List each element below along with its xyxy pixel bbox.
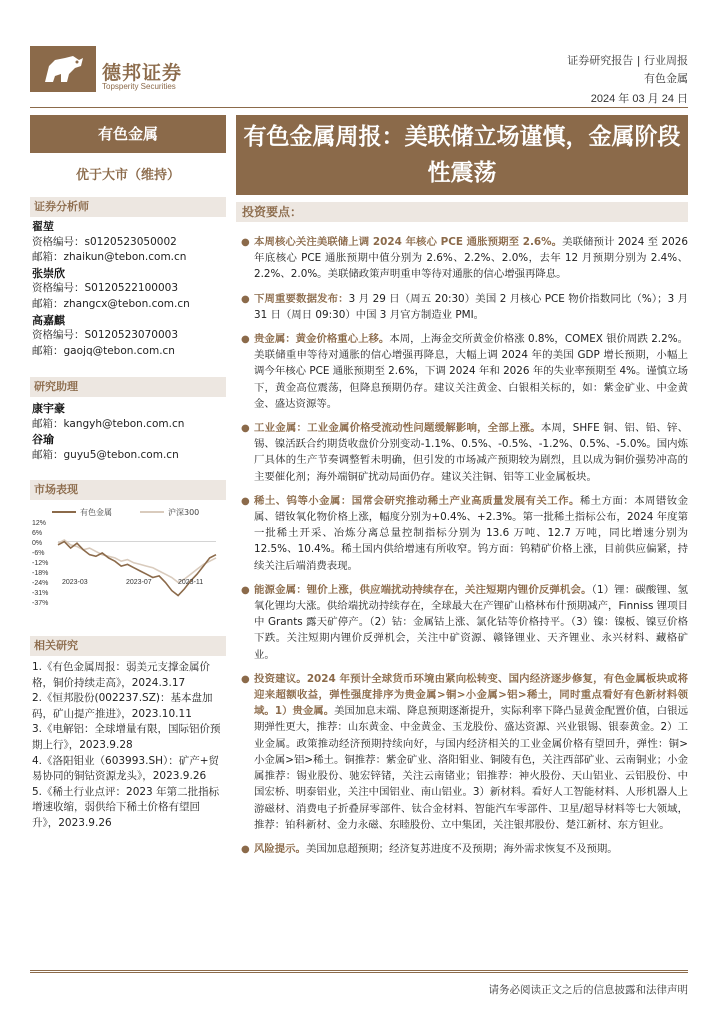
bullet-item bbox=[240, 493, 688, 574]
header-divider bbox=[30, 107, 688, 108]
investment-points bbox=[240, 234, 688, 865]
bullet-lead: 工业金属：工业金属价格受流动性问题缓解影响，全部上涨。 bbox=[254, 422, 541, 435]
y-tick-label: 6% bbox=[32, 530, 43, 537]
bullet-lead: 稀土、钨等小金属：国常会研究推动稀土产业高质量发展有关工作。 bbox=[254, 494, 580, 507]
bullet-body: 美国加息超预期；经济复苏进度不及预期；海外需求恢复不及预期。 bbox=[305, 842, 618, 855]
bull-logo-icon bbox=[39, 52, 87, 86]
related-research-list bbox=[32, 660, 226, 832]
assistants-heading: 研究助理 bbox=[30, 377, 226, 397]
bullet-dot-icon: ● bbox=[241, 584, 250, 596]
report-date: 2024 年 03 月 24 日 bbox=[590, 93, 688, 105]
bullet-lead: 本周核心关注美联储上调 2024 年核心 PCE 通胀预期至 2.6%。 bbox=[254, 236, 563, 248]
bullet-lead: 下周重要数据发布： bbox=[254, 292, 349, 305]
bullet-dot-icon: ● bbox=[241, 293, 250, 305]
bullet-item bbox=[240, 331, 688, 412]
related-heading: 相关研究 bbox=[30, 636, 226, 656]
bullet-dot-icon: ● bbox=[241, 334, 250, 346]
market-chart-svg bbox=[30, 504, 226, 624]
analyst-name: 高嘉麒 bbox=[32, 313, 65, 327]
bullet-body: 本周，上海金交所黄金价格涨 0.8%，COMEX 银价周跌 2.2%。美联储重申等待对通胀的信心增强再降息，大幅上调 2024 年的美国 GDP 增长预期，小幅上调今年核心 PCE 通胀预期至 2.6%，下调 2024 年和 2026 年的失业率预期至 4%。谨慎立场下，黄金高位震荡，但降息预期仍存。建议关注黄金、白银相关标的，如：紫金矿业、中金黄金、盛达资源等。 bbox=[254, 333, 688, 410]
analyst-email[interactable]: 邮箱：gaojq@tebon.com.cn bbox=[32, 344, 175, 357]
related-item[interactable]: 5.《稀土行业点评：2023 年第二批指标增速收缩，弱供给下稀土价格有望回升》，2023.9.26 bbox=[32, 785, 220, 829]
bullet-body: 3 月 29 日（周五 20:30）美国 2 月核心 PCE 物价指数同比（%）；3 月 31 日（周日 09:30）中国 3 月官方制造业 PMI。 bbox=[254, 292, 688, 321]
bullet-body: 稀土方面：本周镨钕金属、镨钕氧化物价格上涨，幅度分别为+0.4%、+2.3%。第一批稀土指标公布，2024 年度第一批稀土开采、冶炼分离总量控制指标分别为 13.6 万吨、12.7 万吨，同比增速分别为 12.5%、10.4%。稀土国内供给增速有所收窄。钨方面：钨精矿价格上涨，目前供应偏紧，持续关注后端消费表现。 bbox=[254, 494, 689, 572]
analyst-name: 翟堃 bbox=[32, 220, 54, 233]
bullet-dot-icon: ● bbox=[241, 673, 250, 685]
market-performance-chart bbox=[30, 504, 226, 624]
report-title: 有色金属周报：美联储立场谨慎，金属阶段性震荡 bbox=[236, 115, 688, 195]
investment-points-heading: 投资要点： bbox=[236, 202, 688, 222]
assistant-email[interactable]: 邮箱：kangyh@tebon.com.cn bbox=[32, 417, 185, 430]
analyst-cert: 资格编号：S0120522100003 bbox=[32, 282, 179, 295]
analysts-list bbox=[32, 219, 228, 359]
assistant-name: 谷瑜 bbox=[32, 433, 54, 447]
assistants-list bbox=[32, 401, 228, 463]
assistant-name: 康宇豪 bbox=[32, 402, 65, 415]
x-tick-label: 2023-11 bbox=[178, 578, 204, 586]
report-type: 证券研究报告 | 行业周报 bbox=[567, 54, 688, 67]
bullet-body: （1）锂：碳酸锂、氢氧化锂均大涨。供给端扰动持续存在，全球最大在产锂矿山格林布什预期减产，Finniss 锂项目中 Grants 露天矿停产。（2）钴：金属钴上涨、氯化钴等价格持平。（3）镍：镍板、镍豆价格下跌。关注短期内锂价反弹机会，关注中矿资源、赣锋锂业、天齐锂业、永兴材料、藏格矿业。 bbox=[254, 583, 688, 661]
y-tick-label: 0% bbox=[32, 540, 43, 547]
market-heading: 市场表现 bbox=[30, 480, 226, 500]
related-item[interactable]: 3.《电解铝：全球增量有限，国际铝价预期上行》，2023.9.28 bbox=[32, 723, 221, 751]
related-item[interactable]: 2.《恒邦股份(002237.SZ)：基本盘加码，矿山提产推进》，2023.10.11 bbox=[32, 692, 213, 720]
analyst-cert: 资格编号：s0120523050002 bbox=[32, 235, 177, 248]
analyst-email[interactable]: 邮箱：zhangcx@tebon.com.cn bbox=[32, 297, 190, 310]
bullet-lead: 投资建议。2024 年预计全球货币环境由紧向松转变、国内经济逐步修复，有色金属板块或将迎来超额收益，弹性强度排序为贵金属>铜>小金属>铝>稀土，同时重点看好有色新材料领域。1）贵金属。 bbox=[254, 672, 688, 718]
bullet-lead: 贵金属：黄金价格重心上移。 bbox=[254, 333, 390, 346]
sector-label: 有色金属 bbox=[30, 115, 226, 153]
legend-label: 有色金属 bbox=[80, 508, 112, 517]
x-tick-label: 2023-03 bbox=[62, 578, 88, 586]
bullet-item bbox=[240, 420, 688, 485]
assistant-email[interactable]: 邮箱：guyu5@tebon.com.cn bbox=[32, 448, 179, 461]
y-tick-label: -6% bbox=[32, 550, 45, 557]
report-sector: 有色金属 bbox=[644, 72, 688, 85]
bullet-item bbox=[240, 841, 688, 857]
bullet-item bbox=[240, 671, 688, 833]
bullet-dot-icon: ● bbox=[241, 495, 250, 507]
bullet-lead: 能源金属：锂价上涨，供应端扰动持续存在，关注短期内锂价反弹机会。 bbox=[254, 583, 592, 596]
y-tick-label: -37% bbox=[32, 600, 49, 607]
y-tick-label: -31% bbox=[32, 590, 49, 597]
company-name-cn: 德邦证券 bbox=[102, 62, 183, 84]
footer-divider bbox=[30, 972, 688, 973]
company-logo bbox=[30, 46, 96, 92]
analyst-email[interactable]: 邮箱：zhaikun@tebon.com.cn bbox=[32, 251, 187, 264]
bullet-body: 本周，SHFE 铜、铝、铅、锌、锡、镍活跃合约期货收盘价分别变动-1.1%、0.5%、-0.5%、-1.2%、0.5%、-5.0%。国内炼厂具体的生产节奏调整暂未明确，但引发的市场减产预期较为剧烈，且以成为铜价强势冲高的主要催化剂；海外端铜矿扰动局面仍存。建议关注铜、铝等工业金属板块。 bbox=[254, 422, 688, 483]
x-tick-label: 2023-07 bbox=[126, 578, 152, 586]
bullet-item bbox=[240, 291, 688, 323]
series-line bbox=[58, 540, 216, 582]
y-tick-label: -18% bbox=[32, 570, 49, 577]
bullet-item bbox=[240, 234, 688, 283]
bullet-body: 美联储预计 2024 至 2026 年底核心 PCE 通胀预期中值分别为 2.6%、2.2%、2.0%，去年 12 月预期分别为 2.4%、2.2%、2.0%。美联储政策声明重申等待对通胀的信心增强再降息。 bbox=[254, 236, 688, 281]
bullet-body: 美国加息末端、降息预期逐渐提升，实际利率下降凸显黄金配置价值，白银远期弹性更大，推荐：山东黄金、中金黄金、玉龙股份、盛达资源、兴业银锡、银泰黄金。2）工业金属。政策推动经济预期持续向好，与国内经济相关的工业金属价格有望回升，弹性：铜>小金属>铝>稀土。铜推荐：紫金矿业、洛阳钼业、铜陵有色，关注西部矿业、云南铜业；小金属推荐：锡业股份、驰宏锌锗，关注云南锗业；铝推荐：神火股份、天山铝业、云铝股份、中国宏桥、明泰铝业，关注中国铝业、南山铝业。3）新材料。看好人工智能材料、人形机器人上游磁材、消费电子折叠屏零部件、钛合金材料、智能汽车零部件、卫星/超导材料等七大领域，推荐：铂科新材、金力永磁、东睦股份、立中集团，关注银邦股份、楚江新材、东方钽业。 bbox=[254, 705, 689, 831]
related-item[interactable]: 1.《有色金属周报：弱美元支撑金属价格，铜价持续走高》，2024.3.17 bbox=[32, 661, 211, 689]
bullet-dot-icon: ● bbox=[241, 237, 250, 248]
bullet-lead: 风险提示。 bbox=[254, 842, 306, 855]
y-tick-label: -12% bbox=[32, 560, 49, 567]
bullet-item bbox=[240, 582, 688, 663]
legend-label: 沪深300 bbox=[168, 508, 200, 517]
analysts-heading: 证券分析师 bbox=[30, 197, 226, 217]
footer-divider bbox=[30, 970, 688, 971]
bullet-dot-icon: ● bbox=[241, 843, 250, 855]
related-item[interactable]: 4.《洛阳钼业（603993.SH）：矿产+贸易协同的铜钴资源龙头》，2023.9.26 bbox=[32, 754, 220, 783]
y-tick-label: 12% bbox=[32, 520, 47, 527]
y-tick-label: -24% bbox=[32, 580, 49, 587]
bullet-dot-icon: ● bbox=[241, 423, 250, 435]
footer-disclaimer: 请务必阅读正文之后的信息披露和法律声明 bbox=[488, 984, 688, 996]
rating: 优于大市（维持） bbox=[75, 168, 180, 183]
company-name-en: Topsperity Securities bbox=[102, 82, 176, 91]
analyst-cert: 资格编号：S0120523070003 bbox=[32, 329, 179, 342]
analyst-name: 张崇欣 bbox=[32, 266, 65, 280]
